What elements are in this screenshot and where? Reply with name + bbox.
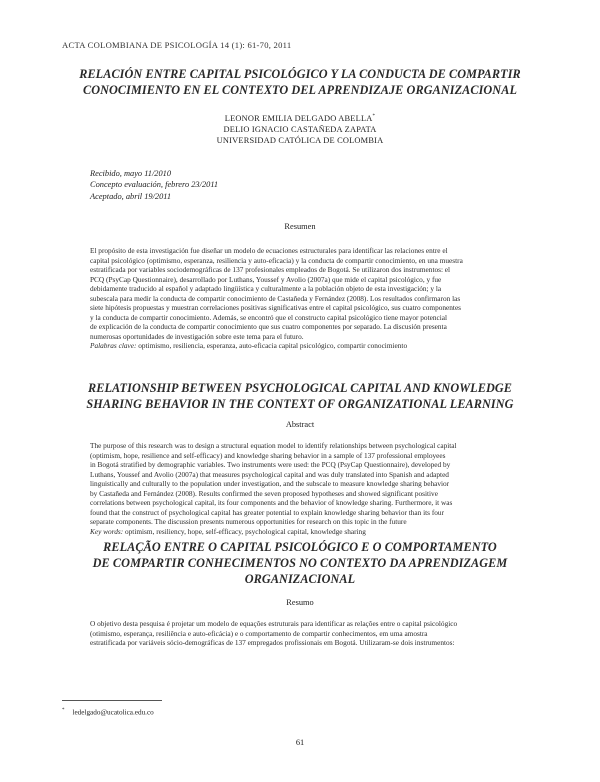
text-line: PCQ (PsyCap Questionnaire), desarrollado por Luthans, Youssef y Avolio (2007a) que mide el capital psicológico, y fue	[90, 274, 442, 284]
title-spanish	[62, 66, 538, 98]
keywords-line	[90, 341, 511, 351]
accepted-date: Aceptado, abril 19/2011	[90, 191, 172, 201]
footnote-marker: *	[62, 708, 65, 713]
title-line: RELAÇÃO ENTRE O CAPITAL PSICOLÓGICO E O COMPORTAMENTO	[103, 540, 497, 554]
title-line: RELATIONSHIP BETWEEN PSYCHOLOGICAL CAPITAL AND KNOWLEDGE	[88, 381, 512, 395]
text-line: found that the construct of psychological capital has greater potential to explain knowledge sharing behavior than its four	[90, 507, 444, 517]
text-line: O objetivo desta pesquisa é projetar um modelo de equações estruturais para identificar as relações entre o capital psicológico	[90, 619, 458, 628]
text-line: siete hipótesis propuestas y muestran correlaciones positivas significativas entre el capital psicológico, sus cuatro componentes	[90, 303, 462, 312]
text-line: estratificada por variáveis sócio-demográficas de 137 empregados profissionais em Bogotá. Utilizaram-se dois instrumentos:	[90, 638, 455, 647]
title-portuguese	[62, 539, 538, 587]
abstract-text	[90, 441, 511, 536]
text-line: El propósito de esta investigación fue diseñar un modelo de ecuaciones estructurales para identificar las relaciones entre el	[90, 246, 448, 255]
resumen-heading: Resumen	[284, 222, 316, 231]
keywords-text: optimism, resiliency, hope, self-efficacy, psychological capital, knowledge sharing	[123, 526, 366, 536]
dates-block	[90, 168, 218, 202]
title-line: DE COMPARTIR CONHECIMENTOS NO CONTEXTO DA APRENDIZAGEM	[92, 556, 508, 570]
text-line: correlations between psychological capital, its four components and the behavior of knowledge sharing. Furthermore, it was	[90, 498, 453, 507]
affiliation: UNIVERSIDAD CATÓLICA DE COLOMBIA	[216, 135, 384, 145]
footnote-email: ledelgado@ucatolica.edu.co	[72, 708, 154, 717]
keywords-text: optimismo, resiliencia, esperanza, auto-eficacia capital psicológico, compartir conocimiento	[136, 341, 408, 350]
author-line	[62, 111, 538, 124]
text-line: capital psicológico (optimismo, esperanza, resiliencia y auto-eficacia) y la conducta de compartir conocimiento, en una muestra	[90, 255, 463, 265]
received-date: Recibido, mayo 11/2010	[90, 169, 172, 178]
text-line: (otimismo, esperança, resiliência e auto-eficácia) e o comportamento de compartir conhecimentos, em uma amostra	[90, 628, 428, 638]
footnote-marker: *	[372, 114, 376, 119]
text-line: (optimism, hope, resilience and self-efficacy) and knowledge sharing behavior in a sample of 137 professional employees	[90, 450, 446, 460]
text-line: de explicación de la conducta de compartir conocimiento que sus cuatro componentes por separado. La discusión presenta	[90, 322, 447, 331]
keywords-line	[90, 527, 511, 537]
text-line: subescala para medir la conducta de compartir conocimiento de Castañeda y Fernández (2008). Los resultados confirmaron las	[90, 293, 461, 303]
text-line: linguistically and culturally to the population under investigation, and the subscale to measure knowledge sharing behavior	[90, 479, 450, 488]
evaluation-date: Concepto evaluación, febrero 23/2011	[90, 180, 219, 190]
page-number: 61	[295, 738, 305, 747]
title-line: RELACIÓN ENTRE CAPITAL PSICOLÓGICO Y LA CONDUCTA DE COMPARTIR	[79, 67, 521, 81]
title-english	[62, 380, 538, 412]
keywords-label: Key words:	[90, 526, 124, 536]
resumen-text	[90, 246, 511, 351]
text-line: estratificada por variables sociodemográficas de 137 profesionales empleados de Bogotá. Se utilizaron dos instrumentos: el	[90, 265, 451, 274]
text-line: Luthans, Youssef and Avolio (2007a) that measures psychological capital and was duly translated into Spanish and adapted	[90, 469, 449, 479]
text-line: debidamente traducido al español y adaptado lingüística y culturalmente a la población objeto de esta investigación; y la	[90, 284, 442, 293]
running-head: ACTA COLOMBIANA DE PSICOLOGÍA 14 (1): 61-70, 2011	[62, 40, 292, 50]
text-line: y la conducta de compartir conocimiento. Además, se encontró que el constructo capital psicológico tiene mayor potencial	[90, 312, 448, 322]
title-line: SHARING BEHAVIOR IN THE CONTEXT OF ORGANIZATIONAL LEARNING	[86, 397, 514, 411]
text-line: numerosas oportunidades de investigación sobre este tema para el futuro.	[90, 331, 304, 341]
title-line: ORGANIZACIONAL	[244, 572, 356, 586]
text-line: in Bogotá stratified by demographic variables. Two instruments were used: the PCQ (PsyCap Questionnaire), developed by	[90, 460, 451, 469]
text-line: separate components. The discussion presents numerous opportunities for research on this topic in the future	[90, 517, 407, 526]
footnote	[62, 708, 154, 716]
resumo-text	[90, 619, 511, 648]
footnote-divider	[62, 700, 162, 701]
keywords-label: Palabras clave:	[90, 341, 137, 350]
text-line: by Castañeda and Fernández (2008). Results confirmed the seven proposed hypotheses and showed significant positive	[90, 488, 438, 498]
text-line: The purpose of this research was to design a structural equation model to identify relationships between psychological capital	[90, 441, 457, 450]
title-line: CONOCIMIENTO EN EL CONTEXTO DEL APRENDIZAJE ORGANIZACIONAL	[82, 83, 517, 97]
abstract-heading: Abstract	[285, 420, 315, 429]
resumo-heading: Resumo	[286, 598, 314, 607]
author-name: DELIO IGNACIO CASTAÑEDA ZAPATA	[223, 124, 377, 134]
author-block	[62, 111, 538, 146]
author-name: LEONOR EMILIA DELGADO ABELLA	[224, 113, 373, 123]
